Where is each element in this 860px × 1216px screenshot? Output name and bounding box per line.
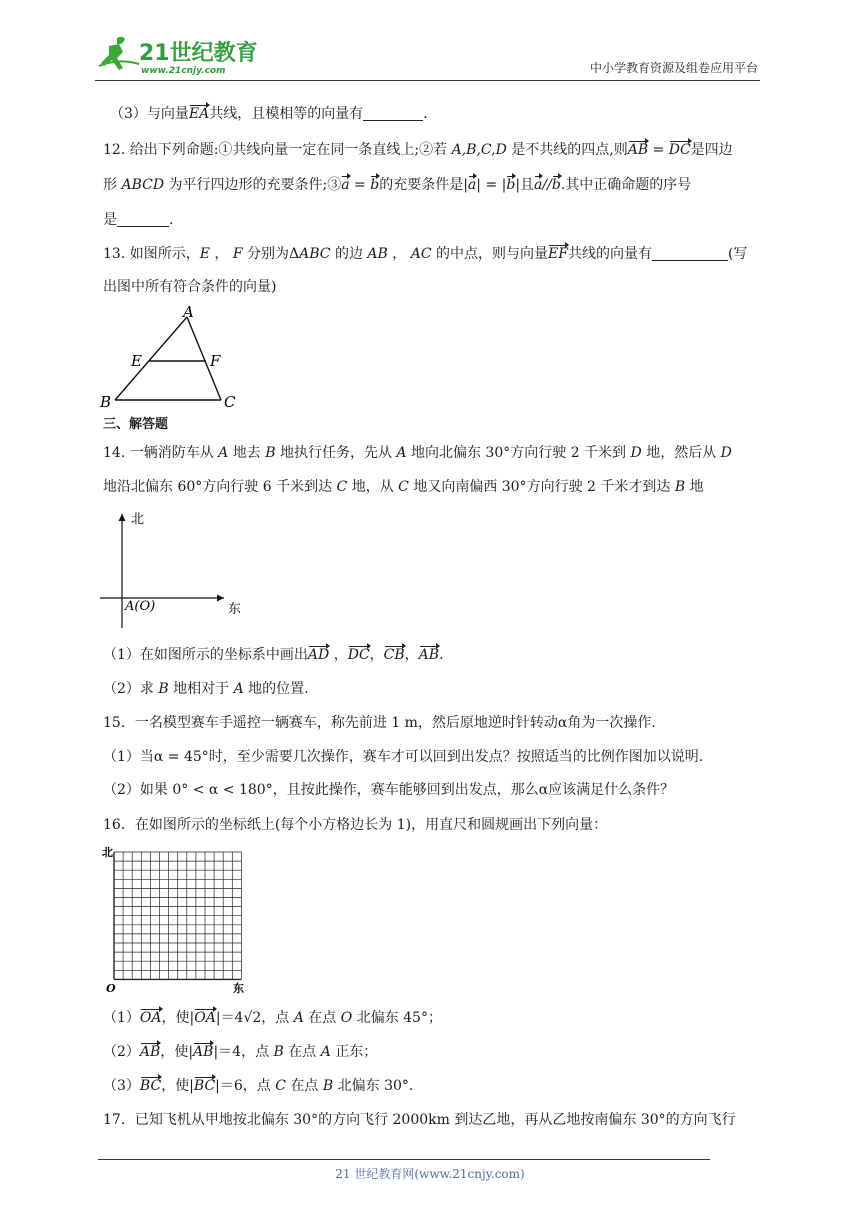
grid-north-label: 北 — [102, 846, 113, 859]
header-platform-text: 中小学教育资源及组卷应用平台 — [589, 61, 758, 75]
q16-part3: （3）BC，使|BC|＝6，点 C 在点 B 北偏东 30°. — [103, 1078, 414, 1094]
section-heading-answers: 三、解答题 — [103, 417, 169, 432]
q13-line2: 出图中所有符合条件的向量) — [103, 279, 277, 295]
triangle-side-ab — [115, 317, 187, 400]
q11-part3: （3）与向量EA共线，且模相等的向量有 . — [110, 106, 428, 122]
q16-part1: （1）OA，使|OA|＝4√2，点 A 在点 O 北偏东 45°； — [103, 1010, 442, 1026]
label-b: B — [100, 393, 112, 411]
label-e: E — [131, 352, 142, 370]
grid-lines — [114, 852, 241, 979]
q12-line1: 12. 给出下列命题:①共线向量一定在同一条直线上;②若 A,B,C,D 是不共线的四点,则AB = DC是四边 — [103, 142, 733, 158]
page-footer: 21 世纪教育网(www.21cnjy.com) — [335, 1167, 525, 1181]
grid-paper-figure — [100, 844, 250, 994]
label-f: F — [210, 352, 221, 370]
triangle-figure — [98, 303, 248, 411]
q14-line1: 14. 一辆消防车从 A 地去 B 地执行任务，先从 A 地向北偏东 30°方向行驶 2 千米到 D 地，然后从 D — [103, 445, 732, 461]
q16-text: 16．在如图所示的坐标纸上(每个小方格边长为 1)，用直尺和圆规画出下列向量： — [103, 817, 608, 833]
grid-origin-label: O — [106, 982, 116, 994]
svg-text:21世纪教育: 21世纪教育 — [139, 41, 258, 66]
label-a: A — [183, 303, 194, 321]
north-label: 北 — [131, 512, 145, 527]
q16-part2: （2）AB，使|AB|＝4，点 B 在点 A 正东； — [103, 1044, 378, 1060]
origin-label: A(O) — [125, 599, 156, 614]
q14-line2: 地沿北偏东 60°方向行驶 6 千米到达 C 地，从 C 地又向南偏西 30°方向行驶 2 千米才到达 B 地 — [103, 479, 704, 495]
q15-part2: （2）如果 0° < α < 180°，且按此操作，赛车能够回到出发点，那么α应该满足什么条件？ — [103, 782, 675, 798]
q17-text: 17．已知飞机从甲地按北偏东 30°的方向飞行 2000km 到达乙地，再从乙地按南偏东 30°的方向飞行 — [103, 1112, 736, 1128]
logo-21cnjy — [95, 32, 275, 76]
q12-line3: 是 . — [103, 212, 174, 228]
east-label: 东 — [228, 602, 242, 617]
q15-part1: （1）当α = 45°时，至少需要几次操作，赛车才可以回到出发点？按照适当的比例作图加以说明. — [103, 749, 704, 765]
grid-east-label: 东 — [233, 982, 244, 994]
q14-part1: （1）在如图所示的坐标系中画出AD ，DC，CB，AB. — [103, 647, 444, 663]
compass-axes-figure — [96, 506, 256, 631]
page-header — [95, 28, 760, 81]
q13-line1: 13. 如图所示，E ， F 分别为ΔABC 的边 AB ， AC 的中点，则与向量EF共线的向量有 (写 — [103, 246, 748, 262]
q12-line2: 形 ABCD 为平行四边形的充要条件;③a = b的充要条件是|a| = |b|且a//b.其中正确命题的序号 — [103, 177, 692, 193]
footer-divider — [98, 1159, 710, 1160]
svg-text:www.21cnjy.com: www.21cnjy.com — [141, 66, 226, 76]
q14-part2: （2）求 B 地相对于 A 地的位置. — [103, 681, 309, 697]
label-c: C — [224, 393, 236, 411]
q15-text: 15．一名模型赛车手遥控一辆赛车，称先前进 1 m，然后原地逆时针转动α角为一次操作. — [103, 715, 656, 731]
